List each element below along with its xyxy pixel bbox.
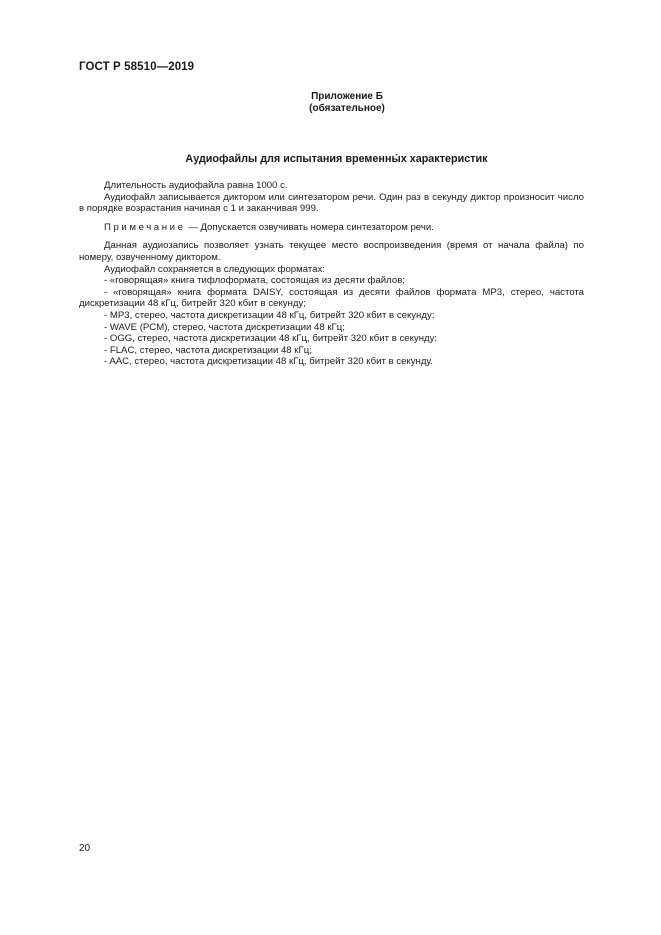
formats-list xyxy=(79,275,584,368)
body-text xyxy=(79,180,584,368)
appendix-status: (обязательное) xyxy=(309,103,385,114)
paragraph-recording: Аудиофайл записывается диктором или синтезатором речи. Один раз в секунду диктор произносит число в порядке возрастания начиная с 1 и заканчивая 999. xyxy=(79,191,584,215)
paragraph-purpose: Данная аудиозапись позволяет узнать текущее место воспроизведения (время от начала файла) по номеру, озвученному диктором. xyxy=(79,240,584,263)
list-item: - FLAC, стерео, частота дискретизации 48 кГц; xyxy=(104,344,312,356)
standard-id-header: ГОСТ Р 58510—2019 xyxy=(79,61,195,73)
list-item: - «говорящая» книга тифлоформата, состоящая из десяти файлов; xyxy=(104,275,405,287)
appendix-heading xyxy=(0,91,661,115)
list-item: - OGG, стерео, частота дискретизации 48 кГц, битрейт 320 кбит в секунду; xyxy=(104,333,438,345)
list-item: - AAC, стерео, частота дискретизации 48 кГц, битрейт 320 кбит в секунду. xyxy=(104,356,433,368)
list-item: - «говорящая» книга формата DAISY, состоящая из десяти файлов формата MP3, стерео, частота дискретизации 48 кГц, битрейт 320 кбит в секунду; xyxy=(79,286,584,310)
paragraph-formats-intro: Аудиофайл сохраняется в следующих форматах: xyxy=(104,263,325,275)
list-item: - MP3, стерео, частота дискретизации 48 кГц, битрейт 320 кбит в секунду; xyxy=(104,309,435,321)
list-item: - WAVE (PCM), стерео, частота дискретизации 48 кГц; xyxy=(104,321,345,333)
note-paragraph xyxy=(79,222,584,234)
paragraph-duration: Длительность аудиофайла равна 1000 с. xyxy=(104,180,288,191)
appendix-title: Приложение Б xyxy=(311,91,383,102)
note-text: — Допускается озвучивать номера синтезатором речи. xyxy=(185,221,434,233)
note-label: Примечание xyxy=(104,221,186,233)
section-title: Аудиофайлы для испытания временны́х характеристик xyxy=(185,153,488,165)
page-number: 20 xyxy=(79,843,91,854)
